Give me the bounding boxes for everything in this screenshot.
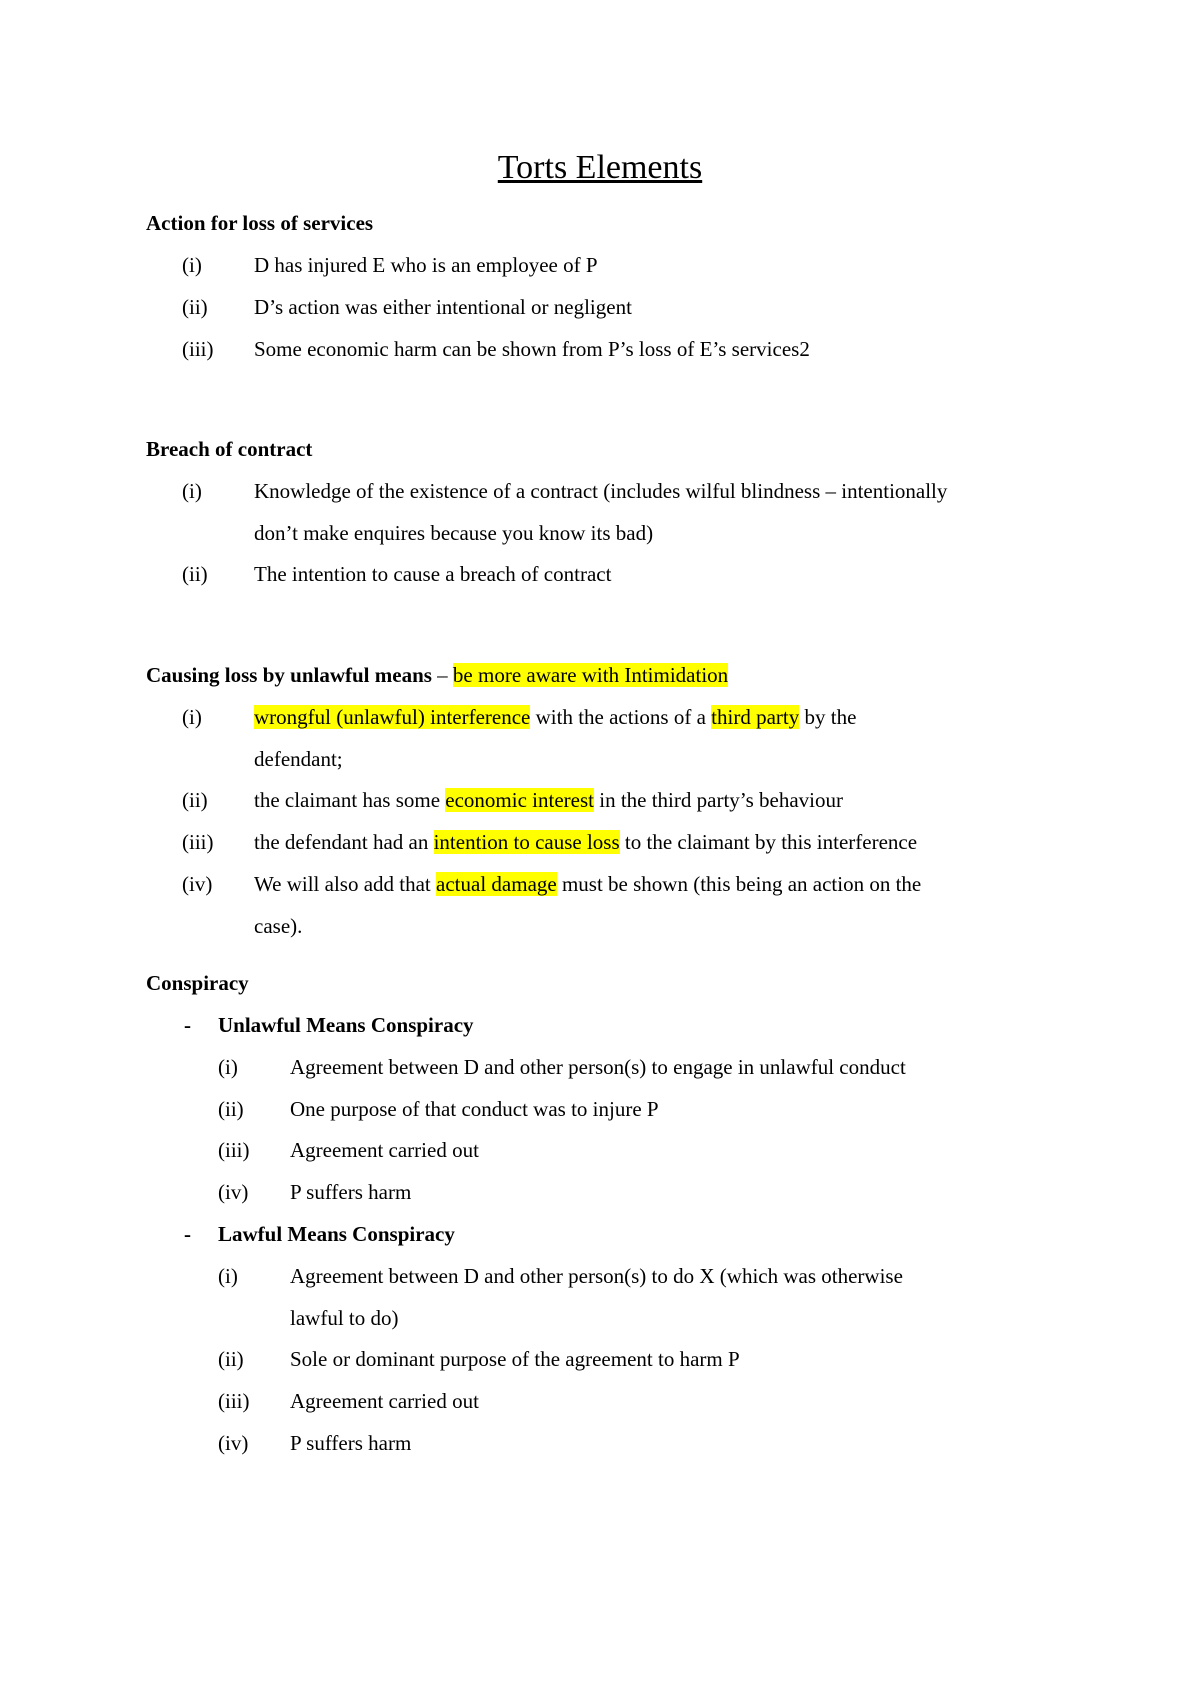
- text-run: the claimant has some: [254, 788, 446, 812]
- section-heading-text: Causing loss by unlawful means: [146, 663, 432, 687]
- list-number: (iv): [218, 1431, 249, 1455]
- list-item: Some economic harm can be shown from P’s loss of E’s services2: [254, 337, 810, 361]
- list-number: (iii): [182, 337, 214, 361]
- list-number: (i): [218, 1055, 238, 1079]
- list-number: (ii): [182, 788, 208, 812]
- text-run: We will also add that: [254, 872, 437, 896]
- list-number: (iii): [218, 1138, 250, 1162]
- list-number: (iii): [182, 830, 214, 854]
- highlighted-text: third party: [711, 705, 800, 729]
- section-heading-breach-of-contract: Breach of contract: [146, 437, 313, 461]
- list-item: Agreement between D and other person(s) to do X (which was otherwise: [290, 1264, 903, 1288]
- list-item: D’s action was either intentional or negligent: [254, 295, 632, 319]
- list-number: (i): [182, 705, 202, 729]
- text-run: the defendant had an: [254, 830, 434, 854]
- list-number: (iv): [218, 1180, 249, 1204]
- heading-dash: –: [431, 663, 453, 687]
- list-item-continuation: case).: [254, 914, 303, 938]
- highlighted-text: intention to cause loss: [433, 830, 620, 854]
- list-number: (iv): [182, 872, 213, 896]
- highlighted-text: wrongful (unlawful) interference: [254, 705, 531, 729]
- list-item: Agreement between D and other person(s) to engage in unlawful conduct: [290, 1055, 906, 1079]
- list-item-continuation: lawful to do): [290, 1306, 399, 1330]
- page-title: Torts Elements: [497, 149, 703, 186]
- subheading-unlawful-means-conspiracy: Unlawful Means Conspiracy: [218, 1013, 474, 1037]
- list-item: Sole or dominant purpose of the agreement to harm P: [290, 1347, 740, 1371]
- list-item-continuation: defendant;: [254, 747, 343, 771]
- highlighted-text: actual damage: [436, 872, 557, 896]
- bullet-dash: -: [184, 1013, 191, 1037]
- text-run: must be shown (this being an action on the: [556, 872, 922, 896]
- list-number: (i): [218, 1264, 238, 1288]
- text-run: in the third party’s behaviour: [593, 788, 844, 812]
- highlighted-text: be more aware with Intimidation: [452, 663, 729, 687]
- list-item: P suffers harm: [290, 1431, 412, 1455]
- list-number: (i): [182, 253, 202, 277]
- list-item: One purpose of that conduct was to injure P: [290, 1097, 659, 1121]
- list-number: (ii): [182, 562, 208, 586]
- subheading-lawful-means-conspiracy: Lawful Means Conspiracy: [218, 1222, 455, 1246]
- list-item: [254, 704, 856, 730]
- list-number: (ii): [182, 295, 208, 319]
- text-run: with the actions of a: [530, 705, 712, 729]
- list-number: (ii): [218, 1097, 244, 1121]
- list-item: [254, 871, 921, 897]
- text-run: by the: [799, 705, 857, 729]
- list-number: (iii): [218, 1389, 250, 1413]
- section-heading-conspiracy: Conspiracy: [146, 971, 249, 995]
- list-number: (i): [182, 479, 202, 503]
- list-item: D has injured E who is an employee of P: [254, 253, 598, 277]
- text-run: to the claimant by this interference: [619, 830, 918, 854]
- bullet-dash: -: [184, 1222, 191, 1246]
- list-item: Agreement carried out: [290, 1138, 479, 1162]
- list-item: [254, 829, 917, 855]
- section-heading-loss-of-services: Action for loss of services: [146, 211, 374, 235]
- list-number: (ii): [218, 1347, 244, 1371]
- section-heading-unlawful-means: [146, 662, 728, 688]
- list-item-continuation: don’t make enquires because you know its bad): [254, 521, 654, 545]
- list-item: [254, 787, 843, 813]
- list-item: Agreement carried out: [290, 1389, 479, 1413]
- list-item: The intention to cause a breach of contract: [254, 562, 612, 586]
- list-item: P suffers harm: [290, 1180, 412, 1204]
- highlighted-text: economic interest: [445, 788, 594, 812]
- list-item: Knowledge of the existence of a contract (includes wilful blindness – intentionally: [254, 479, 948, 503]
